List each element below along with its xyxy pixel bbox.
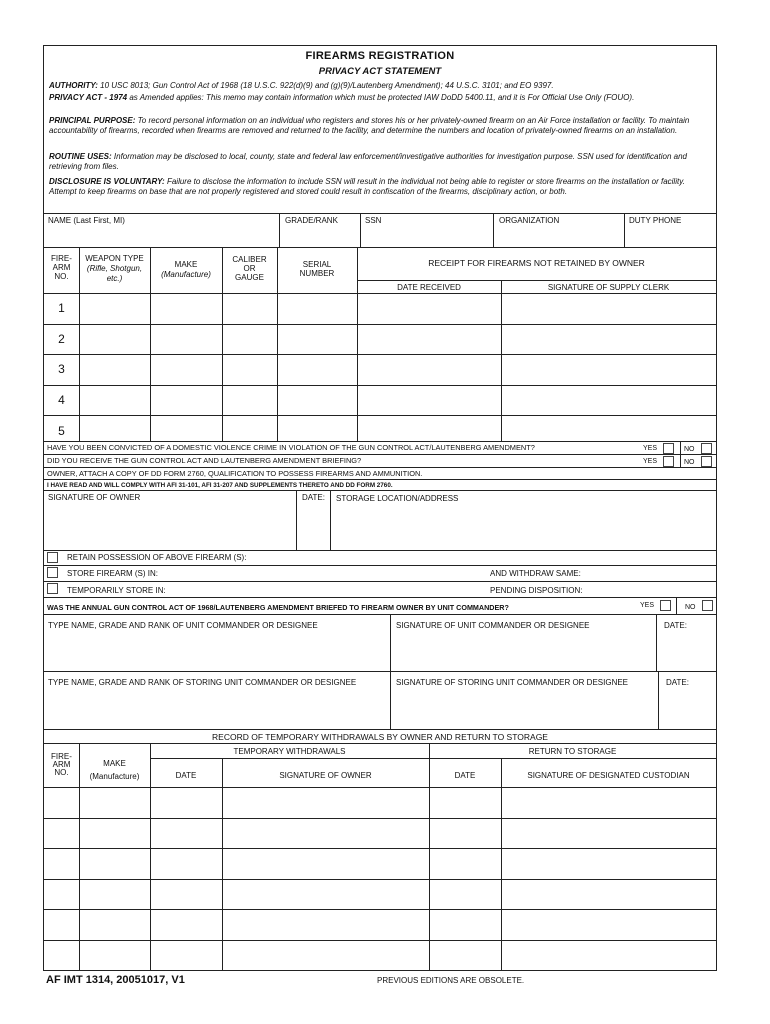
briefing-no-checkbox[interactable]: [701, 456, 712, 467]
storing-commander-date-label: DATE:: [666, 678, 689, 687]
commander-no-checkbox[interactable]: [702, 600, 713, 611]
disclosure-paragraph: [49, 177, 713, 197]
no-label: NO: [684, 459, 695, 466]
commander-briefed-question: WAS THE ANNUAL GUN CONTROL ACT OF 1968/LAUTENBERG AMENDMENT BRIEFED TO FIREARM OWNER BY UNIT COMMANDER?: [47, 603, 509, 612]
question-convicted: HAVE YOU BEEN CONVICTED OF A DOMESTIC VIOLENCE CRIME IN VIOLATION OF THE GUN CONTROL ACT/LAUTENBERG AMENDMENT?: [47, 443, 535, 452]
authority-paragraph: [49, 81, 713, 91]
routine-uses-paragraph: [49, 152, 713, 172]
principal-purpose-paragraph: [49, 116, 713, 136]
pending-disposition-label: PENDING DISPOSITION:: [490, 586, 583, 595]
no-label: NO: [684, 446, 695, 453]
question-briefing: DID YOU RECEIVE THE GUN CONTROL ACT AND LAUTENBERG AMENDMENT BRIEFING?: [47, 456, 362, 465]
principal-purpose-label: PRINCIPAL PURPOSE:: [49, 116, 136, 125]
name-input[interactable]: [45, 224, 278, 246]
duty-phone-input[interactable]: [626, 224, 715, 246]
yes-label: YES: [643, 458, 658, 465]
row-number: 1: [58, 301, 65, 315]
no-label: NO: [685, 604, 696, 611]
col-weapon-type-header: WEAPON TYPE (Rifle, Shotgun, etc.): [85, 254, 144, 283]
store-label: STORE FIREARM (S) IN:: [67, 569, 158, 578]
previous-editions-note: PREVIOUS EDITIONS ARE OBSOLETE.: [377, 976, 525, 985]
form-title: FIREARMS REGISTRATION: [305, 50, 455, 62]
organization-field-label: ORGANIZATION: [499, 216, 560, 225]
row-number: 4: [58, 393, 65, 407]
retain-label: RETAIN POSSESSION OF ABOVE FIREARM (S):: [67, 553, 247, 562]
custodian-signature-header: SIGNATURE OF DESIGNATED CUSTODIAN: [527, 771, 690, 780]
briefing-yes-checkbox[interactable]: [663, 456, 674, 467]
signature-supply-header: SIGNATURE OF SUPPLY CLERK: [547, 283, 670, 292]
col-firearm-no-header: FIRE- ARM NO.: [51, 254, 72, 281]
withdrawal-signature-header: SIGNATURE OF OWNER: [279, 771, 372, 780]
yes-label: YES: [643, 445, 658, 452]
convicted-no-checkbox[interactable]: [701, 443, 712, 454]
privacy-act-paragraph: [49, 93, 713, 103]
owner-signature-input[interactable]: [45, 504, 295, 549]
grade-input[interactable]: [281, 224, 359, 246]
convicted-yes-checkbox[interactable]: [663, 443, 674, 454]
authority-label: AUTHORITY:: [49, 81, 98, 90]
row-number: 2: [58, 332, 65, 346]
withdraw-label: AND WITHDRAW SAME:: [490, 569, 581, 578]
return-storage-header: RETURN TO STORAGE: [528, 747, 617, 756]
ssn-field-label: SSN: [365, 216, 382, 225]
form-id: AF IMT 1314, 20051017, V1: [46, 974, 185, 986]
owner-date-input[interactable]: [297, 504, 329, 549]
disclosure-text: Failure to disclose the information to include SSN will result in the individual not being able to register or store firearms on the installation or facility. Attempt to keep firearms on base that are not properly registered and stored could result in confiscation of the firearms, disciplinary action, or both.: [49, 177, 685, 196]
store-checkbox[interactable]: [47, 567, 58, 578]
unit-commander-name-label: TYPE NAME, GRADE AND RANK OF UNIT COMMANDER OR DESIGNEE: [48, 621, 318, 630]
routine-uses-text: Information may be disclosed to local, county, state and federal law enforcement/investigative authorities for investigation purpose. SSN used for identification and retrieving from files.: [49, 152, 687, 171]
date-received-header: DATE RECEIVED: [397, 283, 461, 292]
storing-commander-date-input[interactable]: [660, 691, 715, 728]
principal-purpose-text: To record personal information on an individual who registers and stores his or her privately-owned firearm on an Air Force installation or facility. To maintain accountability of firearms, recorded when firearms are removed and returned to the facility, and determine the numbers and location of privately-owned firearms on an installation.: [49, 116, 690, 135]
commander-yes-checkbox[interactable]: [660, 600, 671, 611]
unit-commander-date-label: DATE:: [664, 621, 687, 630]
unit-commander-signature-input[interactable]: [392, 633, 655, 670]
receipt-header: RECEIPT FOR FIREARMS NOT RETAINED BY OWNER: [428, 258, 645, 268]
col-caliber-header: CALIBER OR GAUGE: [232, 255, 267, 282]
temp-store-checkbox[interactable]: [47, 583, 58, 594]
storing-commander-signature-input[interactable]: [392, 691, 657, 728]
storing-commander-name-input[interactable]: [45, 691, 389, 728]
duty-phone-field-label: DUTY PHONE: [629, 216, 682, 225]
privacy-act-title: PRIVACY ACT STATEMENT: [318, 66, 442, 77]
storage-location-input[interactable]: [332, 506, 715, 549]
name-field-label: NAME (Last First, MI): [48, 216, 125, 225]
col-make-header: MAKE (Manufacture): [161, 260, 211, 279]
storing-commander-name-label: TYPE NAME, GRADE AND RANK OF STORING UNIT COMMANDER OR DESIGNEE: [48, 678, 357, 687]
t2-col-firearm-no-header: FIRE- ARM NO.: [51, 752, 72, 777]
return-date-header: DATE: [454, 771, 476, 780]
withdrawals-table-title: RECORD OF TEMPORARY WITHDRAWALS BY OWNER AND RETURN TO STORAGE: [212, 732, 548, 742]
comply-statement: I HAVE READ AND WILL COMPLY WITH AFI 31-101, AFI 31-207 AND SUPPLEMENTS THERETO AND DD FORM 2760.: [47, 482, 393, 489]
retain-checkbox[interactable]: [47, 552, 58, 563]
signature-owner-label: SIGNATURE OF OWNER: [48, 493, 141, 502]
unit-commander-name-input[interactable]: [45, 633, 389, 670]
firearms-registration-form: [43, 45, 717, 971]
unit-commander-date-input[interactable]: [658, 633, 715, 670]
owner-attach-note: OWNER, ATTACH A COPY OF DD FORM 2760, QUALIFICATION TO POSSESS FIREARMS AND AMMUNITION.: [47, 469, 423, 478]
grade-field-label: GRADE/RANK: [285, 216, 338, 225]
organization-input[interactable]: [495, 224, 623, 246]
privacy-act-label: PRIVACY ACT - 1974: [49, 93, 128, 102]
storing-commander-signature-label: SIGNATURE OF STORING UNIT COMMANDER OR DESIGNEE: [396, 678, 629, 687]
row-number: 5: [58, 424, 65, 438]
authority-text: 10 USC 8013; Gun Control Act of 1968 (18 U.S.C. 922(d)(9) and (g)(9)/Lautenberg Amendment); 44 U.S.C. 3101; and EO 9397.: [100, 81, 554, 90]
routine-uses-label: ROUTINE USES:: [49, 152, 112, 161]
storage-location-label: STORAGE LOCATION/ADDRESS: [336, 494, 459, 503]
unit-commander-signature-label: SIGNATURE OF UNIT COMMANDER OR DESIGNEE: [396, 621, 590, 630]
withdrawal-date-header: DATE: [175, 771, 197, 780]
owner-date-label: DATE:: [302, 493, 325, 502]
t2-col-make-header: MAKE (Manufacture): [89, 759, 140, 781]
ssn-input[interactable]: [362, 224, 492, 246]
col-serial-header: SERIAL NUMBER: [299, 260, 335, 278]
row-number: 3: [58, 362, 65, 376]
temp-store-label: TEMPORARILY STORE IN:: [67, 586, 166, 595]
yes-label: YES: [640, 602, 655, 609]
disclosure-label: DISCLOSURE IS VOLUNTARY:: [49, 177, 165, 186]
privacy-act-text: as Amended applies: This memo may contain information which must be protected IAW DoDD 5400.11, and it is For Official Use Only (FOUO).: [129, 93, 635, 102]
temp-withdrawals-header: TEMPORARY WITHDRAWALS: [233, 747, 346, 756]
